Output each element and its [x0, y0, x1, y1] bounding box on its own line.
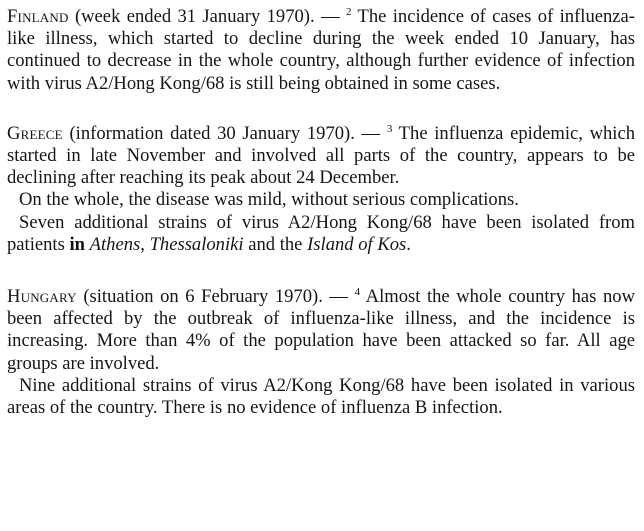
place-kos: Island of Kos [307, 233, 407, 255]
country-name: Finland [7, 6, 69, 27]
report-period: (situation on 6 February 1970). — [83, 286, 355, 308]
report-period: (information dated 30 January 1970). — [69, 122, 387, 144]
place-athens: Athens [89, 233, 141, 255]
report-text: The incidence of cases of influenza-like illness, which started to decline during the week ended 10 January, has continued to decrease in the whole country, although further evidence of infection with virus A2/Hong Kong/68 is still being obtained in some cases. [7, 6, 635, 94]
report-period: (week ended 31 January 1970). — [74, 6, 346, 27]
place-thessaloniki: Thessaloniki [149, 233, 244, 255]
country-name: Hungary [7, 286, 77, 308]
report-text: The influenza epidemic, which started in late November and involved all parts of the country, appears to be declining after reaching its peak about 24 December. [7, 122, 636, 189]
footnote-ref: 2 [345, 6, 352, 18]
sentence-end: . [406, 233, 411, 255]
document-page [7, 6, 635, 419]
greece-paragraph-3 [7, 212, 635, 256]
finland-paragraph [7, 6, 635, 95]
conjunction: and the [243, 233, 308, 255]
in-word: in [69, 233, 85, 255]
separator: , [140, 233, 150, 255]
footnote-ref: 3 [386, 122, 393, 135]
report-finland [7, 6, 635, 95]
footnote-ref: 4 [354, 286, 361, 299]
greece-paragraph-2: On the whole, the disease was mild, without serious complications. [19, 189, 519, 211]
strains-text: Seven additional strains of virus A2/Hong Kong/68 have been isolated from patients [7, 211, 635, 255]
report-hungary [7, 286, 635, 419]
hungary-paragraph [7, 286, 635, 375]
greece-paragraph [7, 123, 635, 190]
report-greece [7, 123, 635, 256]
report-text: Almost the whole country has now been affected by the outbreak of influenza-like illness, and the incidence is increasing. More than 4% of the population have been attacked so far. All age groups are involved. [7, 286, 635, 374]
country-name: Greece [7, 122, 63, 144]
hungary-paragraph-2: Nine additional strains of virus A2/Kong Kong/68 have been isolated in various areas of the country. There is no evidence of influenza B infection. [7, 374, 635, 419]
